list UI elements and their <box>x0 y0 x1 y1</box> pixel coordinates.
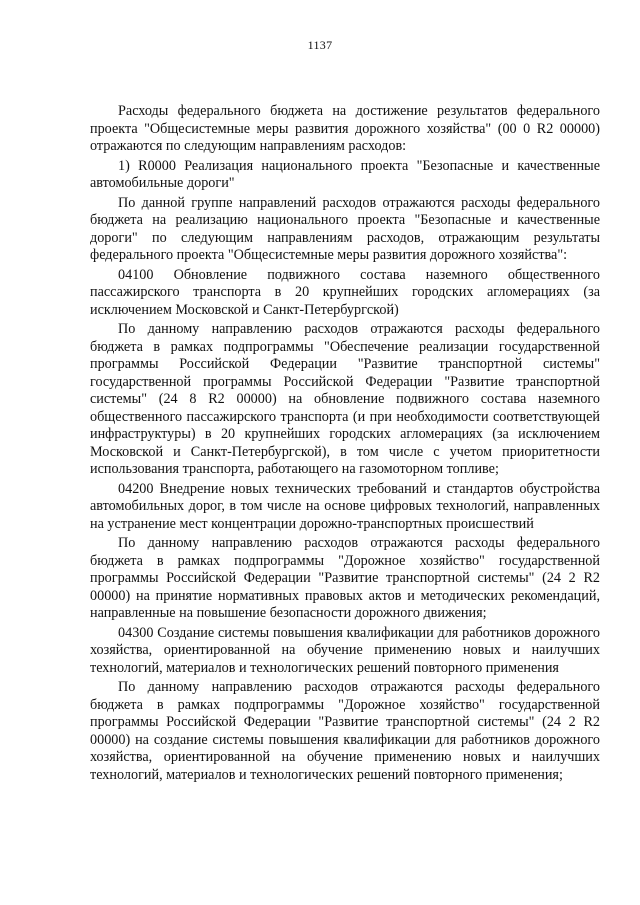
paragraph-intro: Расходы федерального бюджета на достижение результатов федерального проекта "Общесистемные меры развития дорожного хозяйства" (00 0 R2 00000) отражаются по следующим направлениям расходов: <box>90 103 600 154</box>
document-body <box>90 103 600 786</box>
paragraph-direction-04100: 04100 Обновление подвижного состава наземного общественного пассажирского транспорта в 20 крупнейших городских агломерациях (за исключением Московской и Санкт-Петербургской) <box>90 266 600 318</box>
paragraph-direction-04300: 04300 Создание системы повышения квалификации для работников дорожного хозяйства, ориентированной на обучение применению новых и наилучших технологий, материалов и технологических решений повторного применения <box>90 624 600 676</box>
paragraph-04300-description: По данному направлению расходов отражаются расходы федерального бюджета в рамках подпрограммы "Дорожное хозяйство" государственной программы Российской Федерации "Развитие транспортной системы" (24 2 R2 00000) на создание системы повышения квалификации для работников дорожного хозяйства, ориентированной на обучение применению новых и наилучших технологий, материалов и технологических решений повторного применения; <box>90 679 600 783</box>
paragraph-04100-description: По данному направлению расходов отражаются расходы федерального бюджета в рамках подпрограммы "Обеспечение реализации государственной программы Российской Федерации "Развитие транспортной системы" государственной программы Российской Федерации "Развитие транспортной системы" (24 8 R2 00000) на обновление подвижного состава наземного общественного пассажирского транспорта (и при необходимости соответствующей инфраструктуры) в 20 крупнейших городских агломерациях (за исключением Московской и Санкт-Петербургской), в том числе с учетом приоритетности использования транспорта, работающего на газомоторном топливе; <box>90 321 600 477</box>
paragraph-direction-04200: 04200 Внедрение новых технических требований и стандартов обустройства автомобильных дорог, в том числе на основе цифровых технологий, направленных на устранение мест концентрации дорожно-транспортных происшествий <box>90 480 600 532</box>
paragraph-04200-description: По данному направлению расходов отражаются расходы федерального бюджета в рамках подпрограммы "Дорожное хозяйство" государственной программы Российской Федерации "Развитие транспортной системы" (24 2 R2 00000) на принятие нормативных правовых актов и методических рекомендаций, направленные на повышение безопасности дорожного движения; <box>90 535 600 621</box>
paragraph-r0000-description: По данной группе направлений расходов отражаются расходы федерального бюджета на реализацию национального проекта "Безопасные и качественные дороги" по следующим направлениям расходов, отражающим результаты федерального проекта "Общесистемные меры развития дорожного хозяйства": <box>90 194 600 263</box>
paragraph-direction-r0000: 1) R0000 Реализация национального проекта "Безопасные и качественные автомобильные дороги" <box>90 157 600 191</box>
page-number: 1137 <box>307 38 333 52</box>
